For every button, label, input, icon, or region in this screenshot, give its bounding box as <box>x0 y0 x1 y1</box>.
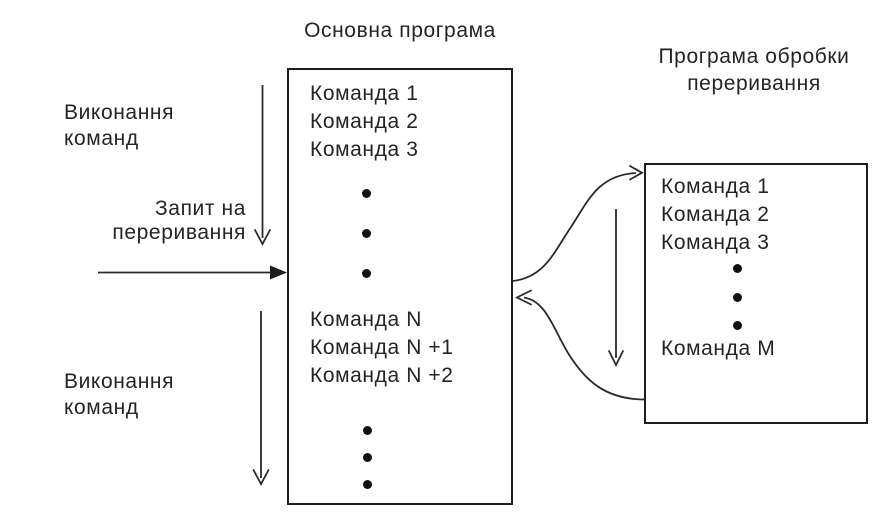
execution-label-top-line2: команд <box>64 127 139 150</box>
handler-command-m: Команда М <box>661 337 776 360</box>
return-from-interrupt-curve-arrow <box>517 291 644 400</box>
ellipsis-dot <box>733 293 742 302</box>
handler-execution-arrow <box>609 209 623 365</box>
ellipsis-dot <box>363 453 372 462</box>
execution-label-bottom-line2: команд <box>64 396 139 419</box>
main-command-1: Команда 1 <box>310 82 419 105</box>
ellipsis-dot <box>363 426 372 435</box>
ellipsis-dot <box>362 269 371 278</box>
execution-arrow-top <box>255 85 270 244</box>
execution-label-bottom <box>64 369 174 421</box>
main-command-n: Команда N <box>310 308 422 331</box>
ellipsis-dot <box>733 321 742 330</box>
main-command-2: Команда 2 <box>310 110 419 133</box>
handler-command-3: Команда 3 <box>661 231 770 254</box>
main-command-n1: Команда N +1 <box>310 336 454 359</box>
execution-label-top <box>64 100 174 152</box>
execution-label-bottom-line1: Виконання <box>64 370 175 393</box>
handler-command-2: Команда 2 <box>661 203 770 226</box>
ellipsis-dot <box>362 189 371 198</box>
interrupt-program-title-line1: Програма обробки <box>658 45 850 68</box>
execution-arrow-bottom <box>254 311 269 484</box>
main-program-title: Основна програма <box>304 19 496 42</box>
handler-command-1: Команда 1 <box>661 175 770 198</box>
interrupt-request-label-line2: переривання <box>112 221 246 244</box>
main-command-n2: Команда N +2 <box>310 364 454 387</box>
execution-label-top-line1: Виконання <box>64 101 175 124</box>
interrupt-program-title-line2: переривання <box>687 72 821 95</box>
call-interrupt-curve-arrow <box>513 166 642 281</box>
interrupt-request-arrow <box>98 266 287 280</box>
ellipsis-dot <box>733 264 742 273</box>
main-command-3: Команда 3 <box>310 138 419 161</box>
interrupt-program-title <box>634 43 874 97</box>
interrupt-request-label-line1: Запит на <box>155 197 246 220</box>
ellipsis-dot <box>363 480 372 489</box>
interrupt-request-label <box>88 197 246 245</box>
ellipsis-dot <box>362 229 371 238</box>
